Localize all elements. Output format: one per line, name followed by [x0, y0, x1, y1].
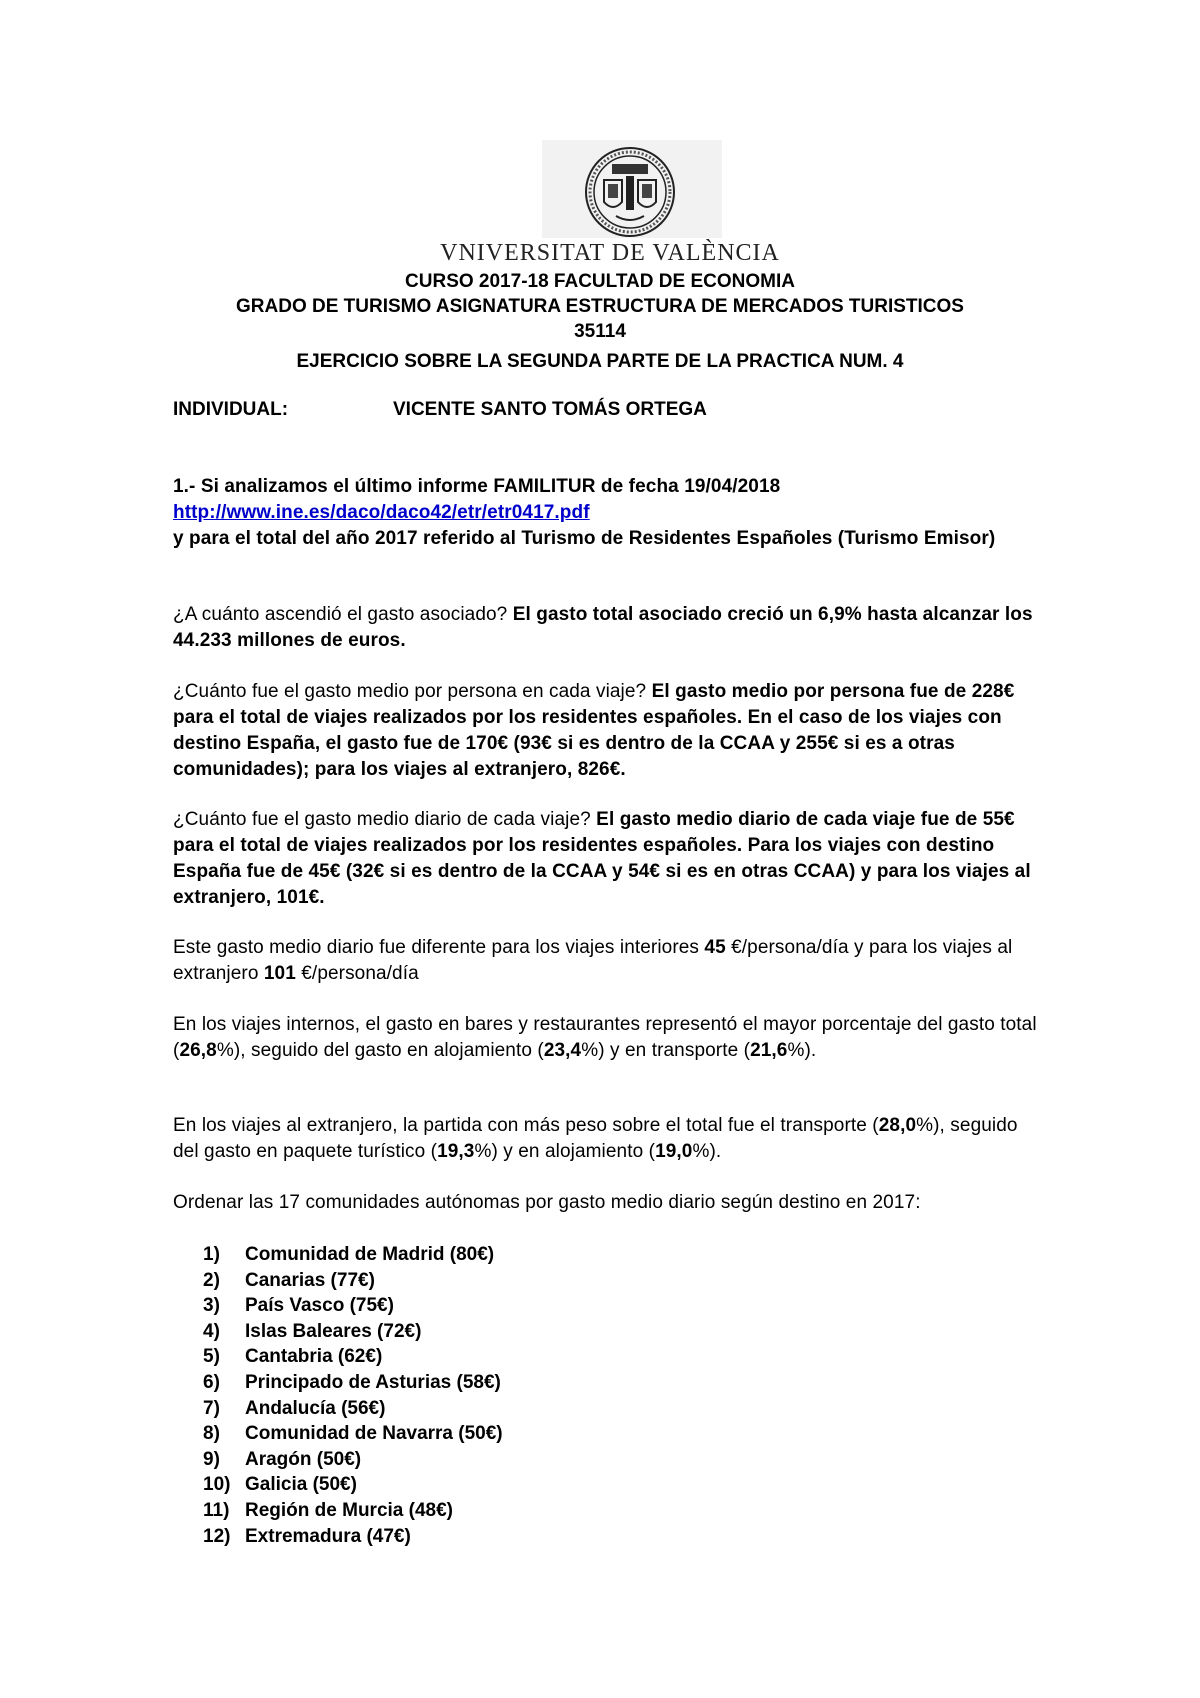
text-segment: %). [787, 1040, 817, 1061]
text-segment: %) y en transporte ( [581, 1040, 751, 1061]
answer-daily-spending [173, 807, 1043, 911]
list-text: Andalucía (56€) [245, 1397, 386, 1419]
list-text: Islas Baleares (72€) [245, 1320, 422, 1342]
individual-label: INDIVIDUAL: [173, 399, 289, 420]
university-logo [440, 140, 780, 268]
question-1-intro: 1.- Si analizamos el último informe FAMILITUR de fecha 19/04/2018 [173, 476, 781, 497]
university-seal-icon [556, 146, 704, 238]
answer-total-spending [173, 602, 1043, 654]
question-text: ¿Cuánto fue el gasto medio diario de cada viaje? [173, 809, 597, 830]
value-package: 19,3 [437, 1141, 475, 1162]
list-number: 5) [203, 1346, 220, 1368]
value-bars-restaurants: 26,8 [179, 1040, 217, 1061]
value-accommodation: 23,4 [543, 1040, 582, 1061]
list-number: 7) [203, 1397, 220, 1419]
list-text: Aragón (50€) [245, 1448, 362, 1470]
text-segment: €/persona/día y para los viajes al extranjero [173, 937, 1013, 984]
list-item [203, 1447, 503, 1473]
text-segment: En los viajes al extranjero, la partida con más peso sobre el total fue el transporte ( [173, 1115, 879, 1136]
list-item [203, 1242, 503, 1268]
list-text: Región de Murcia (48€) [245, 1499, 453, 1521]
ranking-list [203, 1242, 503, 1549]
value-transport: 28,0 [878, 1115, 917, 1136]
header-course: CURSO 2017-18 FACULTAD DE ECONOMIA [405, 271, 795, 292]
list-item [203, 1498, 503, 1524]
header-exercise: EJERCICIO SOBRE LA SEGUNDA PARTE DE LA PRACTICA NUM. 4 [296, 351, 904, 372]
daily-spending-comparison [173, 935, 1043, 987]
list-item [203, 1319, 503, 1345]
list-item [203, 1396, 503, 1422]
list-number: 9) [203, 1448, 220, 1470]
text-segment: Este gasto medio diario fue diferente para los viajes interiores [173, 937, 705, 958]
value-transport: 21,6 [750, 1040, 788, 1061]
answer-text: El gasto medio diario de cada viaje fue de 55€ para el total de viajes realizados por los residentes españoles. Para los viajes con destino España fue de 45€ (32€ si es dentro de la CCAA y 54€ si es en otras CCAA) y para los viajes al extranjero, 101€. [173, 809, 1031, 908]
text-segment: %), seguido del gasto en paquete turístico ( [173, 1115, 1018, 1162]
question-1-scope: y para el total del año 2017 referido al Turismo de Residentes Españoles (Turismo Emisor) [173, 528, 996, 549]
header-code: 35114 [574, 321, 626, 342]
list-number: 6) [203, 1371, 220, 1393]
header-degree: GRADO DE TURISMO ASIGNATURA ESTRUCTURA DE MERCADOS TURISTICOS [236, 296, 964, 317]
list-text: Galicia (50€) [245, 1474, 357, 1496]
answer-text: El gasto medio por persona fue de 228€ para el total de viajes realizados por los residentes españoles. En el caso de los viajes con destino España, el gasto fue de 170€ (93€ si es dentro de la CCAA y 255€ si es a otras comunidades); para los viajes al extranjero, 826€. [173, 681, 1015, 780]
list-number: 1) [203, 1244, 220, 1265]
list-number: 8) [203, 1423, 220, 1445]
list-number: 3) [203, 1295, 220, 1317]
text-segment: %). [692, 1141, 722, 1162]
text-segment: %) y en alojamiento ( [474, 1141, 656, 1162]
list-number: 2) [203, 1269, 220, 1291]
text-segment: En los viajes internos, el gasto en bares y restaurantes representó el mayor porcentaje del gasto total ( [173, 1014, 1037, 1061]
list-text: Comunidad de Navarra (50€) [245, 1423, 503, 1445]
list-item [203, 1370, 503, 1396]
list-number: 10) [203, 1474, 231, 1496]
list-text: Principado de Asturias (58€) [245, 1371, 501, 1393]
list-text: Extremadura (47€) [245, 1525, 411, 1547]
list-text: Cantabria (62€) [245, 1346, 383, 1368]
value-accommodation: 19,0 [655, 1141, 693, 1162]
familitur-report-link[interactable]: http://www.ine.es/daco/daco42/etr/etr0417.pdf [173, 502, 590, 523]
list-item [203, 1293, 503, 1319]
question-text: ¿A cuánto ascendió el gasto asociado? [173, 604, 513, 625]
list-text: Comunidad de Madrid (80€) [245, 1244, 495, 1265]
answer-text: El gasto total asociado creció un 6,9% hasta alcanzar los 44.233 millones de euros. [173, 604, 1033, 651]
list-text: Canarias (77€) [245, 1269, 375, 1291]
list-item [203, 1472, 503, 1498]
list-number: 12) [203, 1525, 231, 1547]
list-text: País Vasco (75€) [245, 1295, 394, 1317]
text-segment: %), seguido del gasto en alojamiento ( [216, 1040, 544, 1061]
value-abroad: 101 [263, 963, 296, 984]
question-1-block [173, 474, 1043, 552]
list-item [203, 1524, 503, 1550]
question-text: ¿Cuánto fue el gasto medio por persona en cada viaje? [173, 681, 652, 702]
list-number: 4) [203, 1320, 220, 1342]
list-item [203, 1421, 503, 1447]
abroad-spending-breakdown [173, 1113, 1043, 1165]
ranking-instruction: Ordenar las 17 comunidades autónomas por gasto medio diario según destino en 2017: [173, 1192, 921, 1213]
list-item [203, 1268, 503, 1294]
domestic-spending-breakdown [173, 1012, 1043, 1064]
list-item [203, 1344, 503, 1370]
student-name: VICENTE SANTO TOMÁS ORTEGA [393, 399, 707, 420]
answer-spending-per-person [173, 679, 1043, 783]
list-number: 11) [203, 1499, 230, 1521]
value-domestic: 45 [704, 937, 726, 958]
logo-wordmark: VNIVERSITAT DE VALÈNCIA [440, 240, 780, 266]
text-segment: €/persona/día [295, 963, 419, 984]
